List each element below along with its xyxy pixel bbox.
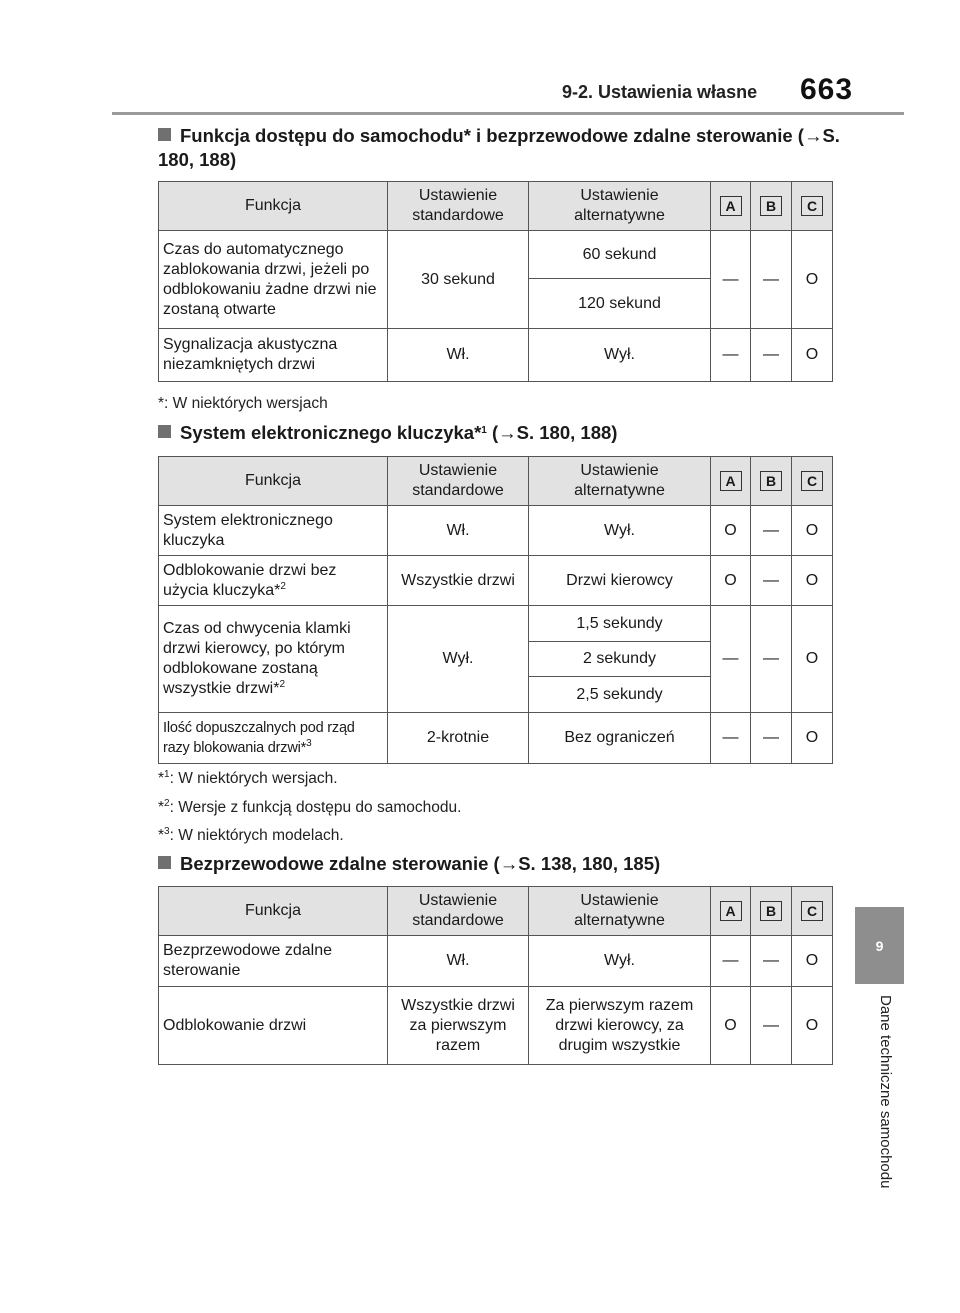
- row-standard: 30 sekund: [388, 231, 529, 329]
- footnote: *$^2$: Wersje z funkcją dostępu do samochodu.: [158, 798, 462, 816]
- chapter-label: Dane techniczne samochodu: [877, 995, 894, 1189]
- footnote: *$^1$: W niektórych wersjach.: [158, 769, 338, 787]
- row-function: Czas do automatycznego zablokowania drzwi, jeżeli po odblokowaniu żadne drzwi nie zostaną otwarte: [159, 231, 388, 329]
- row-b: —: [751, 606, 792, 713]
- row-alternative: 2,5 sekundy: [529, 677, 711, 713]
- page-number: 663: [800, 73, 854, 106]
- row-function: Czas od chwycenia klamki drzwi kierowcy, po którym odblokowane zostaną wszystkie drzwi*$^2$: [159, 606, 388, 713]
- table-row: [159, 506, 833, 556]
- table-header-row: [159, 457, 833, 506]
- row-a: —: [711, 713, 751, 764]
- row-function: Odblokowanie drzwi: [159, 987, 388, 1065]
- table-row: [159, 713, 833, 764]
- col-header-funkcja: Funkcja: [159, 182, 388, 231]
- table-header-row: [159, 182, 833, 231]
- row-c: O: [792, 556, 833, 606]
- row-standard: Wł.: [388, 936, 529, 987]
- row-a: —: [711, 329, 751, 382]
- column-a-label: A: [720, 901, 742, 921]
- table-row: [159, 231, 833, 279]
- square-bullet-icon: [158, 425, 171, 438]
- row-function: Bezprzewodowe zdalne sterowanie: [159, 936, 388, 987]
- row-function: System elektronicznego kluczyka: [159, 506, 388, 556]
- row-c: O: [792, 231, 833, 329]
- table-header-row: [159, 887, 833, 936]
- col-header-alternative: Ustawienie alternatywne: [529, 457, 711, 506]
- square-bullet-icon: [158, 128, 171, 141]
- row-alternative: Wył.: [529, 506, 711, 556]
- section-heading-1: Funkcja dostępu do samochodu* i bezprzewodowe zdalne sterowanie (→S. 180, 188): [158, 125, 840, 170]
- column-a-label: A: [720, 471, 742, 491]
- row-c: O: [792, 936, 833, 987]
- row-a: —: [711, 936, 751, 987]
- table-row: [159, 606, 833, 642]
- table-row: [159, 936, 833, 987]
- row-a: —: [711, 231, 751, 329]
- row-c: O: [792, 606, 833, 713]
- row-function: Ilość dopuszczalnych pod rząd razy blokowania drzwi*$^3$: [159, 713, 388, 764]
- header-divider: [112, 112, 904, 115]
- row-b: —: [751, 713, 792, 764]
- row-c: O: [792, 506, 833, 556]
- settings-table-2: [158, 456, 833, 764]
- row-alternative: Wył.: [529, 936, 711, 987]
- row-alternative: Za pierwszym razem drzwi kierowcy, za drugim wszystkie: [529, 987, 711, 1065]
- section-heading-3: Bezprzewodowe zdalne sterowanie (→S. 138, 180, 185): [158, 852, 660, 876]
- col-header-funkcja: Funkcja: [159, 887, 388, 936]
- col-header-standard: Ustawienie standardowe: [388, 457, 529, 506]
- row-function: Sygnalizacja akustyczna niezamkniętych drzwi: [159, 329, 388, 382]
- row-a: O: [711, 556, 751, 606]
- row-alternative: Drzwi kierowcy: [529, 556, 711, 606]
- row-c: O: [792, 987, 833, 1065]
- col-header-standard: Ustawienie standardowe: [388, 887, 529, 936]
- section-heading-2: System elektronicznego kluczyka*$^1$ (→S. 180, 188): [158, 421, 617, 445]
- row-b: —: [751, 556, 792, 606]
- column-c-label: C: [801, 471, 823, 491]
- section-title: 9-2. Ustawienia własne: [562, 82, 758, 102]
- row-a: O: [711, 987, 751, 1065]
- row-alternative: 1,5 sekundy: [529, 606, 711, 642]
- row-b: —: [751, 506, 792, 556]
- row-standard: Wszystkie drzwi: [388, 556, 529, 606]
- row-c: O: [792, 329, 833, 382]
- footnote: *$^3$: W niektórych modelach.: [158, 826, 344, 844]
- row-c: O: [792, 713, 833, 764]
- table-row: [159, 987, 833, 1065]
- col-header-alternative: Ustawienie alternatywne: [529, 887, 711, 936]
- row-b: —: [751, 936, 792, 987]
- column-c-label: C: [801, 901, 823, 921]
- column-c-label: C: [801, 196, 823, 216]
- row-standard: Wył.: [388, 606, 529, 713]
- row-b: —: [751, 987, 792, 1065]
- row-function: Odblokowanie drzwi bez użycia kluczyka*$^2$: [159, 556, 388, 606]
- row-standard: Wł.: [388, 506, 529, 556]
- row-a: —: [711, 606, 751, 713]
- row-standard: Wł.: [388, 329, 529, 382]
- chapter-tab: 9: [855, 907, 904, 984]
- footnote: *: W niektórych wersjach: [158, 395, 328, 412]
- row-alternative: Wył.: [529, 329, 711, 382]
- row-alternative: Bez ograniczeń: [529, 713, 711, 764]
- table-row: [159, 329, 833, 382]
- row-alternative: 120 sekund: [529, 279, 711, 329]
- row-b: —: [751, 329, 792, 382]
- col-header-funkcja: Funkcja: [159, 457, 388, 506]
- row-b: —: [751, 231, 792, 329]
- table-row: [159, 556, 833, 606]
- column-b-label: B: [760, 196, 782, 216]
- square-bullet-icon: [158, 856, 171, 869]
- settings-table-1: [158, 181, 833, 382]
- settings-table-3: [158, 886, 833, 1065]
- column-b-label: B: [760, 471, 782, 491]
- row-alternative: 60 sekund: [529, 231, 711, 279]
- column-a-label: A: [720, 196, 742, 216]
- row-standard: 2-krotnie: [388, 713, 529, 764]
- col-header-standard: Ustawienie standardowe: [388, 182, 529, 231]
- column-b-label: B: [760, 901, 782, 921]
- row-alternative: 2 sekundy: [529, 642, 711, 677]
- col-header-alternative: Ustawienie alternatywne: [529, 182, 711, 231]
- row-a: O: [711, 506, 751, 556]
- row-standard: Wszystkie drzwi za pierwszym razem: [388, 987, 529, 1065]
